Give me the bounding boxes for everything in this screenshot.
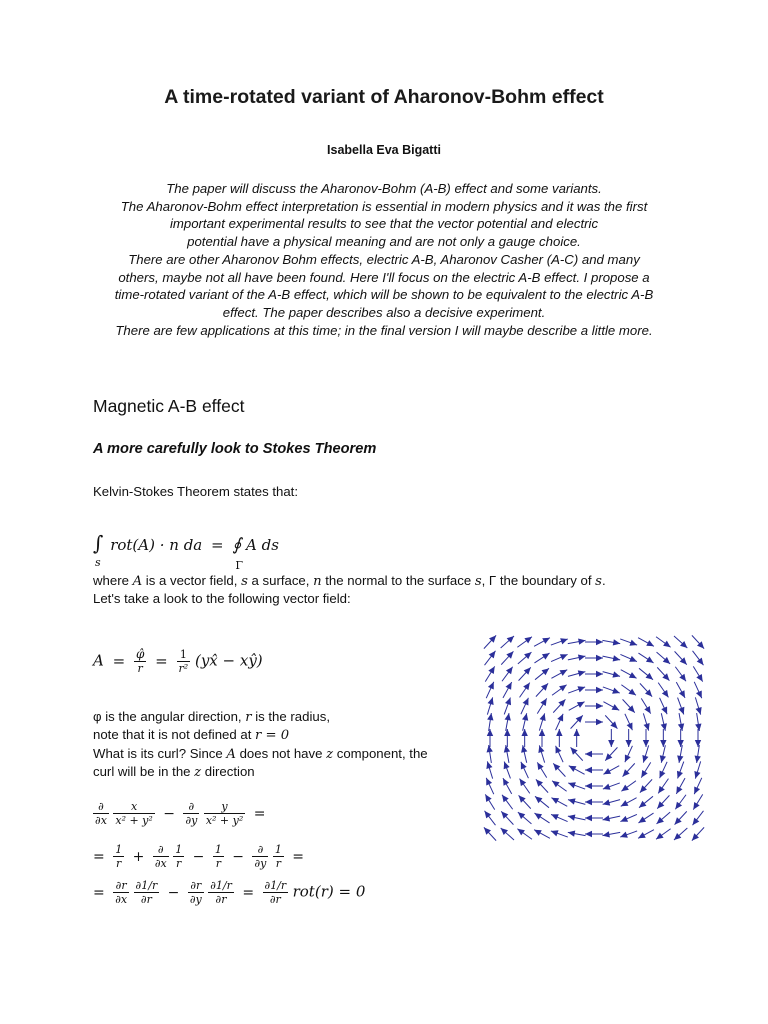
vector-arrow-head [656, 833, 664, 840]
vector-arrow-head [608, 740, 614, 747]
vector-arrow-head [646, 673, 653, 680]
vector-arrow-head [638, 816, 646, 822]
vector-arrow-head [679, 674, 686, 682]
abstract-line: The Aharonov-Bohm effect interpretation is essential in modern physics and it was the first [120, 198, 648, 214]
vector-arrow-head [585, 815, 592, 821]
vector-arrow-head [520, 779, 527, 787]
vector-arrow-head [568, 814, 576, 820]
vector-arrow-head [596, 671, 603, 677]
vector-arrow-head [556, 729, 562, 736]
vector-arrow-head [693, 802, 699, 810]
vector-arrow-head [596, 687, 603, 693]
abstract [84, 180, 684, 339]
abstract-line: important experimental results to see that the vector potential and electric [169, 216, 599, 232]
vector-arrow-head [585, 767, 592, 773]
vector-field-plot [480, 632, 708, 844]
vector-arrow-head [542, 653, 550, 659]
stokes-sub-s: s [95, 556, 101, 569]
vector-arrow-head [625, 740, 631, 747]
vector-arrow-head [629, 640, 637, 646]
vector-arrow-head [535, 796, 542, 803]
vector-arrow-head [612, 671, 620, 677]
vector-arrow-head [596, 655, 603, 661]
intro-line: Kelvin-Stokes Theorem states that: [93, 484, 298, 499]
vector-arrow-head [628, 689, 636, 696]
vector-arrow-head [596, 703, 603, 709]
author-name: Isabella Eva Bigatti [327, 143, 441, 157]
vector-arrow-head [585, 799, 592, 805]
curl-equation-1: $\frac{\partial}{\partial x}$ $\frac{x}{\text{x² + y²}}$ − $\frac{\partial}{\partial y}$ $\frac{y}{\text{x² + y²}}$ = [95, 800, 266, 827]
look-line: Let's take a look to the following vector field: [93, 591, 351, 606]
vector-arrow-head [578, 638, 585, 644]
vector-arrow-head [585, 783, 592, 789]
where-line: where A is a vector field, s a surface, n the normal to the surface s, Γ the boundary of s. [93, 573, 606, 589]
vector-arrow-head [696, 674, 702, 682]
subsection-heading: A more carefully look to Stokes Theorem [93, 441, 377, 457]
vector-arrow-head [663, 641, 671, 648]
vector-arrow-head [697, 658, 704, 665]
abstract-line: others, maybe not all have been found. Here I'll focus on the electric A-B effect. I propose a [118, 269, 650, 285]
vector-arrow-head [568, 830, 575, 836]
vector-arrow-head [485, 794, 491, 802]
vector-arrow-head [487, 729, 493, 736]
vector-arrow-head [644, 706, 650, 714]
abstract-line: potential have a physical meaning and are not only a gauge choice. [187, 234, 581, 250]
field-equation: A = $\frac{\varphî}{r}$ = $\frac{1}{\text{r²}}$ (yx̂ − xŷ) [93, 647, 263, 675]
vector-arrow-head [573, 729, 579, 736]
vector-arrow-head [524, 637, 532, 644]
vector-arrow-head [504, 729, 510, 736]
stokes-equation: ∫ s rot(A) · n da = ∮ Γ A ds [93, 531, 279, 572]
vector-arrow-head [596, 719, 603, 725]
abstract-line: There are few applications at this time; in the final version I will maybe describe a little more. [115, 322, 653, 338]
vector-arrow-head [603, 799, 611, 805]
note-line: note that it is not defined at r = 0 [93, 727, 290, 743]
field-paren: (yx̂ − xŷ) [194, 651, 263, 670]
vector-field-arrows [484, 635, 704, 840]
vector-arrow-head [505, 713, 511, 720]
vector-arrow-head [603, 815, 611, 821]
vector-arrow-head [613, 639, 620, 645]
vector-arrow-head [568, 798, 576, 804]
vector-arrow-head [537, 762, 543, 770]
vector-arrow-head [613, 655, 621, 661]
vector-arrow-head [559, 685, 567, 692]
vector-arrow-head [677, 771, 683, 779]
vector-arrow-head [485, 811, 492, 818]
section-heading: Magnetic A-B effect [93, 396, 245, 416]
stokes-rhs: A ds [246, 536, 279, 554]
vector-arrow-head [523, 683, 530, 691]
paper-title: A time-rotated variant of Aharonov-Bohm effect [164, 86, 604, 108]
vector-arrow-head [621, 785, 629, 792]
vector-arrow-head [488, 666, 494, 674]
contour-integral-sign: ∮ [232, 535, 242, 555]
vector-arrow-head [488, 697, 494, 705]
vector-arrow-head [551, 830, 559, 836]
vector-arrow-head [695, 755, 701, 762]
vector-arrow-head [677, 740, 683, 747]
vector-arrow-head [577, 686, 585, 692]
vector-arrow-head [560, 638, 568, 644]
vector-arrow-head [644, 723, 650, 731]
integral-sign: ∫ [93, 531, 104, 555]
vector-arrow-head [542, 668, 549, 675]
vector-arrow-head [585, 831, 592, 837]
curl-equation-3: = $\frac{\partial r}{\partial x}$ $\frac{\partial 1/r}{\partial r}$ − $\frac{\partial r}{\partial y}$ $\frac{\partial 1/r}{\partial r}$ = $\frac{\partial 1/r}{\partial r}$ rot(r) = 0 [93, 879, 366, 906]
vector-arrow-head [578, 654, 586, 660]
vector-arrow-head [694, 771, 700, 779]
vector-arrow-head [534, 813, 542, 819]
vector-arrow-head [677, 755, 683, 762]
vector-arrow-head [675, 802, 682, 810]
vector-arrow-head [487, 713, 493, 720]
vector-arrow-head [505, 698, 511, 706]
vector-arrow-head [642, 755, 648, 763]
vector-arrow-head [489, 651, 496, 658]
vector-arrow-head [568, 782, 576, 788]
vector-arrow-head [602, 831, 609, 837]
vector-arrow-head [540, 713, 546, 721]
vector-arrow-head [517, 829, 525, 836]
vector-arrow-head [620, 832, 628, 838]
abstract-line: The paper will discuss the Aharonov-Bohm (A-B) effect and some variants. [166, 181, 602, 196]
stokes-lhs: rot(A) · n da [110, 536, 203, 554]
vector-arrow-head [658, 786, 665, 794]
abstract-line: There are other Aharonov Bohm effects, electric A-B, Aharonov Casher (A-C) and many [128, 251, 640, 267]
stokes-sub-gamma: Γ [235, 559, 244, 572]
vector-arrow-head [660, 755, 666, 763]
vector-arrow-head [585, 751, 592, 757]
vector-arrow-head [506, 667, 513, 675]
abstract-line: time-rotated variant of the A-B effect, which will be shown to be equivalent to the electric A-B [114, 287, 654, 303]
curl-line-1: What is its curl? Since A does not have z component, the [93, 746, 428, 762]
vector-arrow-head [639, 801, 646, 808]
vector-arrow-head [596, 639, 603, 645]
curl-line-2: curl will be in the z direction [93, 764, 255, 780]
phi-line: φ is the angular direction, r is the radius, [93, 709, 330, 725]
vector-arrow-head [641, 770, 647, 778]
vector-arrow-head [502, 795, 509, 803]
vector-arrow-head [578, 670, 586, 676]
vector-arrow-head [540, 698, 546, 706]
vector-arrow-head [522, 713, 528, 721]
vector-arrow-head [552, 781, 560, 788]
abstract-line: effect. The paper describes also a decisive experiment. [222, 304, 546, 320]
vector-arrow-head [612, 688, 620, 694]
vector-arrow-head [646, 656, 654, 662]
vector-arrow-head [695, 740, 701, 747]
vector-arrow-head [662, 690, 669, 698]
vector-arrow-head [693, 818, 700, 825]
vector-arrow-head [538, 745, 544, 753]
curl-equation-2: = $\frac{1}{r}$ + $\frac{\partial}{\partial x}$ $\frac{1}{r}$ − $\frac{1}{r}$ − $\frac{\partial}{\partial y}$ $\frac{1}{r}$ = [93, 843, 305, 870]
vector-arrow-head [603, 784, 611, 790]
